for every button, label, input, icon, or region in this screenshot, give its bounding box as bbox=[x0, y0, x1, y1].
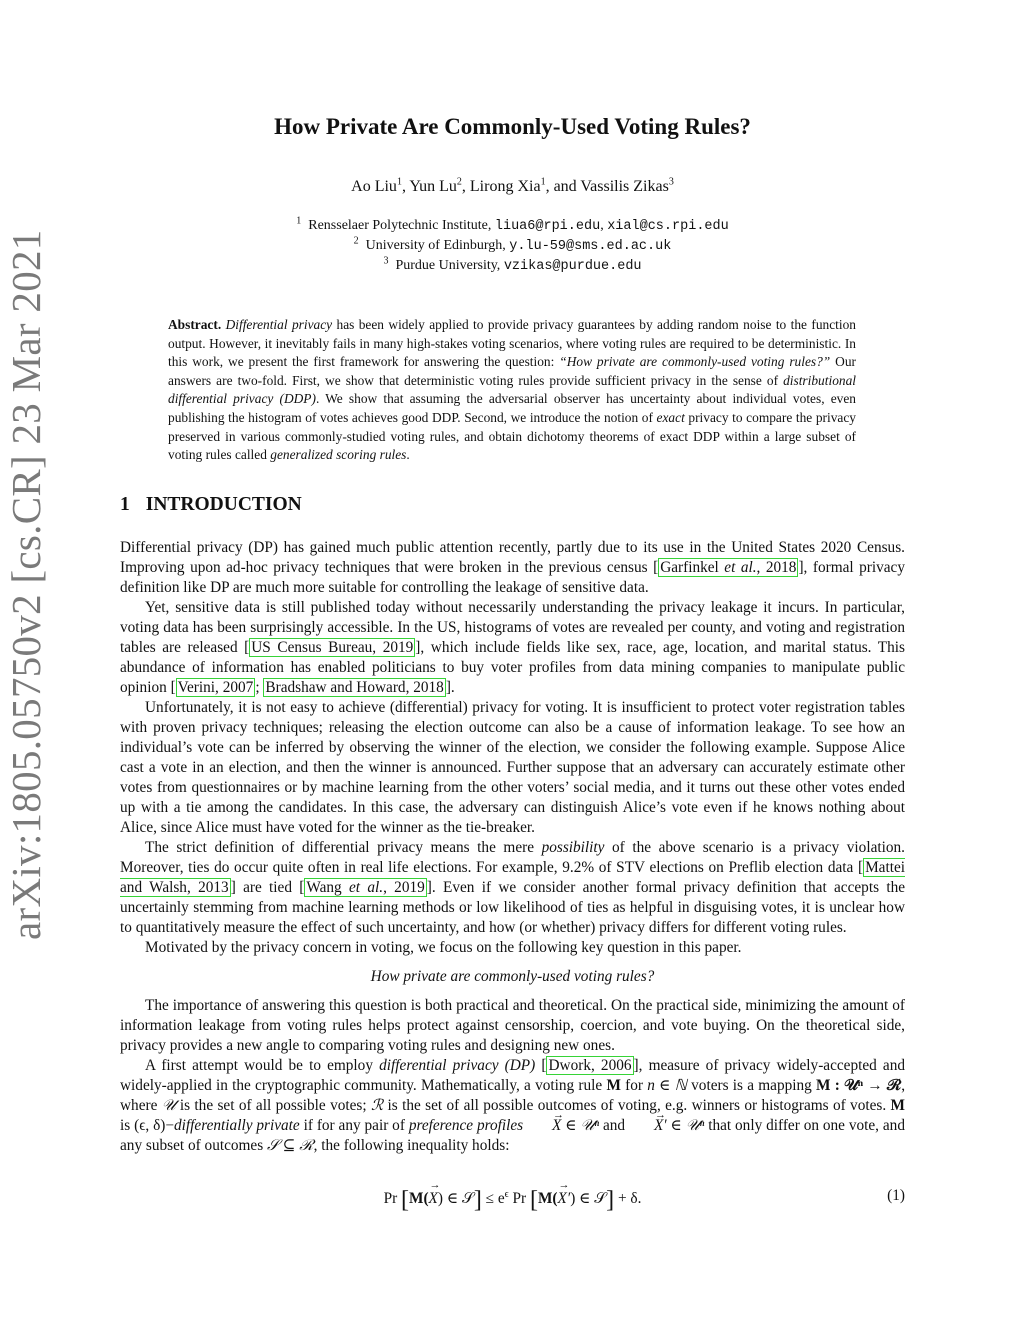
abstract-text: generalized scoring rules bbox=[270, 447, 407, 463]
math-vector: → X′ bbox=[629, 1116, 667, 1136]
citation-link[interactable] bbox=[304, 878, 426, 897]
eq-bracket: ] bbox=[606, 1187, 615, 1213]
citation-text: et al. bbox=[724, 559, 757, 576]
paragraph bbox=[120, 538, 905, 598]
paragraph-text: ] are tied [ bbox=[230, 879, 305, 896]
section-number: 1 bbox=[120, 494, 130, 515]
paragraph-text: possibility bbox=[541, 839, 605, 856]
math-vector: → X bbox=[527, 1116, 561, 1136]
paragraph-text: if for any pair of bbox=[299, 1117, 409, 1134]
paragraph-text: Yet, sensitive data is still published today without necessarily understanding the privacy leakage it incurs. In particular, voting data has been surprisingly accessible. In the US, histograms of votes are revealed per county, and voting and registration tables are released [ bbox=[120, 599, 905, 656]
paragraph-text: , where bbox=[120, 1077, 906, 1114]
abstract-text: . bbox=[406, 447, 410, 463]
paragraph-text: ; bbox=[255, 679, 264, 696]
paragraph-text: ], formal privacy definition like DP are much more suitable for controlling the leakage of sensitive data. bbox=[120, 559, 905, 596]
paragraph: The importance of answering this question is both practical and theoretical. On the practical side, minimizing the amount of information leakage from voting rules helps protect against censorship, coercion, and vote buying. On the theoretical side, privacy provides a new angle to comparing voting rules and designing new ones. bbox=[120, 997, 905, 1054]
abstract-text: Our answers are two-fold. First, we show that deterministic voting rules provide sufficient privacy in the sense of bbox=[168, 354, 856, 388]
eq-bracket: [ bbox=[529, 1187, 538, 1213]
eq-term: Pr bbox=[508, 1190, 530, 1207]
paragraph-text: ]. Even if we consider another formal privacy definition that accepts the uncertainly stemming from machine learning methods or low likelihood of ties as helpful in disguising votes, it is unclear how to quantitatively measure the effect of such uncertainty, and how (or whether) privacy differs for different voting rules. bbox=[120, 879, 906, 936]
citation-link[interactable]: Dwork, 2006 bbox=[548, 1057, 632, 1074]
abstract-text: distributional differential privacy (DDP) bbox=[168, 372, 856, 407]
paragraph-text: for bbox=[620, 1077, 648, 1094]
affiliation-mark: 1 bbox=[296, 215, 302, 227]
affiliation-mark: 3 bbox=[383, 255, 389, 267]
math-vector: → X′ bbox=[558, 1190, 571, 1208]
paragraph-text: , the following inequality holds: bbox=[313, 1137, 510, 1154]
citation-link[interactable]: US Census Bureau, 2019 bbox=[251, 639, 414, 656]
author-separator: , bbox=[401, 178, 410, 195]
math-expression: 𝒮 ⊆ ℛ bbox=[267, 1137, 314, 1154]
paragraph-text: and bbox=[599, 1117, 629, 1134]
paragraph-text: differentially private bbox=[174, 1117, 300, 1134]
math-expression: n ∈ ℕ bbox=[647, 1077, 687, 1094]
math-expression: M : 𝒰ⁿ → ℛ bbox=[816, 1077, 902, 1094]
author-affil-mark: 2 bbox=[456, 176, 462, 188]
affiliation-name: University of Edinburgh, bbox=[365, 238, 510, 253]
affiliation-mark: 2 bbox=[353, 235, 359, 247]
abstract-label: Abstract. bbox=[168, 317, 222, 332]
author-separator: , bbox=[461, 178, 470, 195]
key-question: How private are commonly-used voting rules? bbox=[370, 968, 655, 985]
eq-term: Pr bbox=[383, 1190, 401, 1207]
paragraph-text: [ bbox=[535, 1057, 547, 1074]
abstract-text: . We show that assuming the adversarial observer has uncertainty about individual votes, even publishing the histogram of votes achieves good DDP. Second, we introduce the notion of bbox=[168, 391, 856, 425]
eq-term: M( bbox=[409, 1190, 429, 1207]
author-list bbox=[120, 178, 905, 196]
equation-body bbox=[120, 1187, 905, 1214]
eq-term: M( bbox=[537, 1190, 558, 1207]
arxiv-identifier: arXiv:1805.05750v2 [cs.CR] 23 Mar 2021 bbox=[3, 229, 49, 940]
citation-text: Wang bbox=[306, 879, 349, 896]
abstract-text: has been widely applied to provide privacy guarantees by adding random noise to the function output. However, it inevitably fails in many high-stakes voting scenarios, where voting rules are required to be deterministic. In this work, we present the first framework for answering the question: bbox=[168, 317, 857, 370]
paragraph: Motivated by the privacy concern in voting, we focus on the following key question in this paper. bbox=[145, 939, 742, 956]
citation-link[interactable] bbox=[658, 558, 798, 577]
paragraph-text: Differential privacy (DP) has gained much public attention recently, partly due to its use in the United States 2020 Census. Improving upon ad-hoc privacy techniques that were broken in the previous census [ bbox=[120, 539, 905, 576]
author-affil-mark: 1 bbox=[396, 176, 402, 188]
email-link[interactable]: liua6@rpi.edu bbox=[494, 219, 601, 234]
eq-exponent: ϵ bbox=[504, 1188, 509, 1200]
body-text bbox=[120, 538, 905, 1156]
paragraph-text: is bbox=[120, 1117, 135, 1134]
math-expression: (ϵ, δ)− bbox=[134, 1117, 175, 1134]
citation-text: et al. bbox=[349, 879, 384, 896]
abstract-text: Differential privacy bbox=[225, 317, 333, 332]
paragraph-text: voters is a mapping bbox=[686, 1077, 817, 1094]
author-name: Ao Liu bbox=[351, 178, 397, 195]
affiliation-name: Rensselaer Polytechnic Institute, bbox=[308, 218, 495, 233]
email-separator: , bbox=[600, 218, 608, 233]
paragraph-text: preference profiles bbox=[408, 1117, 524, 1134]
paper-title: How Private Are Commonly-Used Voting Rules? bbox=[274, 114, 751, 139]
paragraph: Unfortunately, it is not easy to achieve (differential) privacy for voting. It is insufficient to protect voter registration tables with proven privacy techniques; releasing the election outcome can also be a cause of information leakage. To see how an individual’s vote can be inferred by observing the winner of the election, we consider the following example. Suppose Alice cast a vote in an election, and then the winner is announced. Further suppose that an adversary can accurately estimate other votes from questionnaires or by machine learning from the other voters’ social media, and it turns out these other votes ended up with a tie among the candidates. In this case, the adversary can distinguish Alice’s vote even if he knows nothing about Alice, since Alice must have voted for the winner as the tie-breaker. bbox=[120, 699, 905, 836]
math-symbol: M bbox=[890, 1097, 905, 1114]
paragraph-text: that only differ on one vote, and any subset of outcomes bbox=[120, 1117, 905, 1154]
citation-text: , 2018 bbox=[756, 559, 797, 576]
affiliation-line bbox=[120, 256, 905, 276]
affiliation-name: Purdue University, bbox=[395, 258, 504, 273]
citation-link[interactable]: Bradshaw and Howard, 2018 bbox=[265, 679, 444, 696]
abstract-text: “How private are commonly-used voting rules?” bbox=[559, 354, 831, 370]
paragraph bbox=[120, 598, 905, 698]
paragraph-text: The strict definition of differential privacy means the mere bbox=[145, 839, 542, 856]
author-separator: , and bbox=[545, 178, 581, 195]
math-symbol: M bbox=[606, 1077, 621, 1094]
citation-link[interactable]: Verini, 2007 bbox=[177, 679, 254, 696]
citation-text: Garfinkel bbox=[660, 559, 725, 576]
paragraph bbox=[120, 1056, 905, 1156]
paragraph-text: of the above scenario is a privacy violation. Moreover, ties do occur quite often in real life elections. For example, 9.2% of STV elections on Preflib election data [ bbox=[120, 839, 905, 876]
section-heading bbox=[120, 494, 302, 516]
abstract bbox=[168, 316, 856, 465]
math-symbol: ℛ bbox=[370, 1097, 384, 1114]
email-link[interactable]: vzikas@purdue.edu bbox=[503, 259, 642, 274]
affiliation-list bbox=[120, 216, 905, 276]
citation-link[interactable]: Mattei and Walsh, 2013 bbox=[120, 859, 905, 896]
eq-term: ≤ e bbox=[481, 1190, 505, 1207]
paragraph-text: A first attempt would be to employ bbox=[145, 1057, 380, 1074]
abstract-text: privacy to compare the privacy preserved in various commonly-studied voting rules, and obtain dichotomy theorems of exact DDP within a large subset of voting rules called bbox=[168, 409, 856, 463]
affiliation-line bbox=[120, 216, 905, 236]
eq-term: ) ∈ 𝒮 bbox=[437, 1190, 474, 1207]
paragraph bbox=[120, 838, 905, 938]
author-name: Lirong Xia bbox=[469, 178, 541, 195]
eq-bracket: ] bbox=[473, 1187, 482, 1213]
abstract-text: exact bbox=[656, 409, 685, 425]
author-name: Vassilis Zikas bbox=[580, 178, 669, 195]
math-symbol: 𝒰 bbox=[161, 1097, 176, 1114]
author-affil-mark: 3 bbox=[668, 176, 674, 188]
paragraph-text: ], which include fields like sex, race, age, location, and marital status. This abundance of information has enabled politicians to buy voter profiles from data mining companies to manipulate public opinion [ bbox=[120, 639, 905, 696]
math-vector: → X bbox=[429, 1190, 438, 1208]
paragraph-text: is the set of all possible outcomes of voting, e.g. winners or histograms of votes. bbox=[383, 1097, 891, 1114]
author-affil-mark: 1 bbox=[540, 176, 546, 188]
eq-term: + δ. bbox=[614, 1190, 642, 1207]
eq-term: ) ∈ 𝒮 bbox=[570, 1190, 607, 1207]
author-name: Yun Lu bbox=[409, 178, 457, 195]
eq-bracket: [ bbox=[401, 1187, 409, 1213]
equation-number: (1) bbox=[887, 1187, 905, 1204]
equation-1 bbox=[120, 1183, 905, 1213]
email-link[interactable]: xial@cs.rpi.edu bbox=[607, 219, 729, 234]
paragraph-text: differential privacy (DP) bbox=[379, 1057, 536, 1074]
section-title: INTRODUCTION bbox=[145, 494, 302, 515]
email-link[interactable]: y.lu-59@sms.ed.ac.uk bbox=[509, 239, 672, 254]
math-expression: ∈ 𝒰ⁿ bbox=[666, 1117, 705, 1134]
paragraph-text: ]. bbox=[445, 679, 455, 696]
paragraph-text: ], measure of privacy widely-accepted and widely-applied in the cryptographic community. Mathematically, a voting rule bbox=[120, 1057, 905, 1094]
paragraph-text: is the set of all possible votes; bbox=[175, 1097, 371, 1114]
affiliation-line bbox=[120, 236, 905, 256]
math-expression: ∈ 𝒰ⁿ bbox=[561, 1117, 600, 1134]
citation-text: , 2019 bbox=[383, 879, 425, 896]
